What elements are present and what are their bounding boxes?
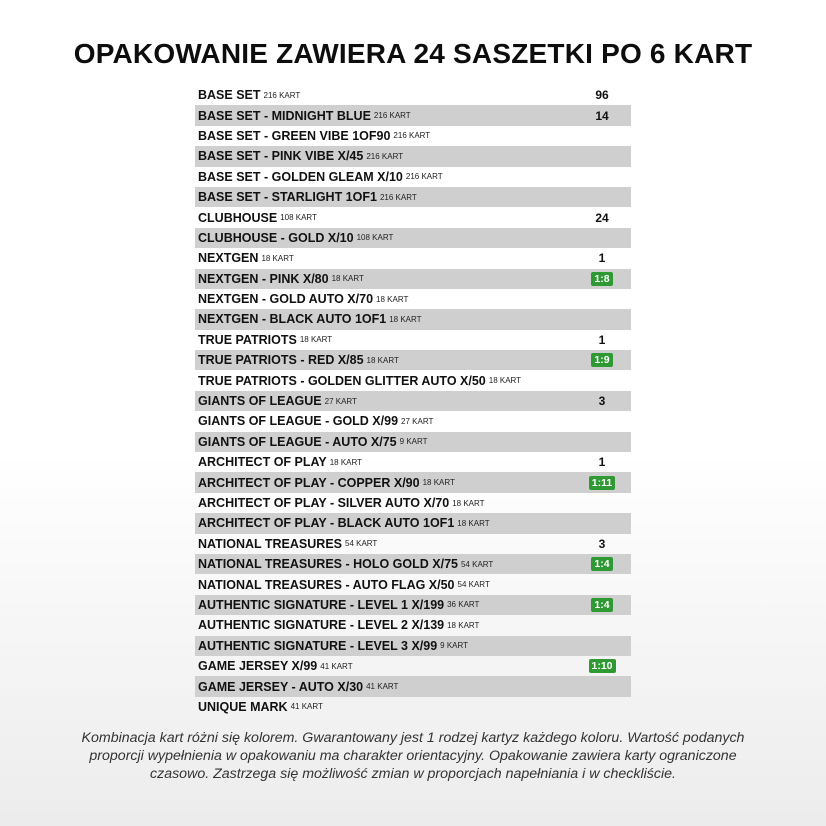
- quantity-value: 3: [598, 536, 606, 551]
- set-name: NEXTGEN - GOLD AUTO X/70: [198, 292, 374, 307]
- card-count: 41 KART: [320, 661, 353, 671]
- table-row: [195, 534, 631, 554]
- set-name: BASE SET - GOLDEN GLEAM X/10: [198, 169, 403, 184]
- set-name: ARCHITECT OF PLAY: [198, 455, 327, 470]
- card-count: 41 KART: [366, 682, 399, 692]
- set-name: BASE SET - MIDNIGHT BLUE: [198, 108, 371, 123]
- table-row: [195, 330, 631, 350]
- set-name: ARCHITECT OF PLAY - SILVER AUTO X/70: [198, 496, 450, 510]
- card-count: 9 KART: [399, 437, 428, 447]
- card-count: 18 KART: [261, 253, 294, 263]
- table-row: [195, 228, 631, 248]
- ratio-badge: 1:9: [591, 353, 612, 367]
- table-row: [195, 269, 631, 289]
- set-name: ARCHITECT OF PLAY - COPPER X/90: [198, 475, 420, 490]
- card-count: 9 KART: [440, 641, 469, 651]
- card-count: 27 KART: [401, 416, 434, 426]
- set-name: NEXTGEN - BLACK AUTO 1OF1: [198, 312, 387, 327]
- card-count: 18 KART: [389, 314, 422, 324]
- card-count: 216 KART: [405, 172, 443, 182]
- ratio-badge: 1:11: [589, 476, 615, 490]
- card-count: 18 KART: [488, 376, 522, 386]
- card-count: 18 KART: [299, 335, 333, 345]
- set-name: UNIQUE MARK: [198, 699, 288, 714]
- table-row: [195, 167, 631, 187]
- quantity-value: 24: [595, 210, 609, 225]
- disclaimer-text: Kombinacja kart różni się kolorem. Gwarantowany jest 1 rodzej kartyz każdego koloru. Wartość podanych proporcji wypełnienia w opakowaniu ma charakter orientacyjny. Opakowanie zawiera karty ograniczone czasowo. Zastrzega się możliwość zmian w proporcjach napełniania i w checkliście.: [81, 730, 745, 782]
- ratio-badge: 1:4: [591, 598, 612, 612]
- card-count: 18 KART: [452, 498, 485, 508]
- table-row: [195, 636, 631, 656]
- card-count: 18 KART: [457, 518, 490, 528]
- card-count: 54 KART: [457, 580, 490, 590]
- set-name: NATIONAL TREASURES - HOLO GOLD X/75: [198, 557, 458, 572]
- card-count: 54 KART: [460, 559, 494, 569]
- table-row: [195, 493, 631, 513]
- card-count: 18 KART: [331, 274, 364, 284]
- set-name: GIANTS OF LEAGUE - AUTO X/75: [198, 434, 397, 449]
- card-count: 18 KART: [447, 620, 480, 630]
- card-count: 18 KART: [422, 478, 455, 488]
- table-row: [195, 676, 631, 696]
- quantity-value: 96: [595, 88, 609, 103]
- card-count: 54 KART: [345, 539, 378, 549]
- table-row: [195, 309, 631, 329]
- set-name: GAME JERSEY X/99: [198, 659, 318, 674]
- quantity-value: 1: [598, 455, 606, 470]
- set-name: TRUE PATRIOTS - GOLDEN GLITTER AUTO X/50: [198, 373, 486, 388]
- card-count: 41 KART: [290, 702, 323, 712]
- table-row: [195, 554, 631, 574]
- table-row: [195, 207, 631, 227]
- card-count: 216 KART: [263, 90, 301, 100]
- set-name: BASE SET - PINK VIBE X/45: [198, 149, 364, 164]
- table-row: [195, 697, 631, 717]
- table-row: [195, 85, 631, 105]
- set-name: AUTHENTIC SIGNATURE - LEVEL 2 X/139: [198, 618, 445, 633]
- ratio-badge: 1:10: [589, 659, 616, 673]
- card-count: 216 KART: [366, 151, 404, 161]
- set-name: NEXTGEN: [198, 251, 259, 266]
- card-count: 216 KART: [379, 192, 417, 202]
- table-row: [195, 248, 631, 268]
- checklist-table: [195, 85, 631, 717]
- table-row: [195, 391, 631, 411]
- table-row: [195, 187, 631, 207]
- set-name: NATIONAL TREASURES: [198, 536, 342, 551]
- table-row: [195, 432, 631, 452]
- set-name: AUTHENTIC SIGNATURE - LEVEL 3 X/99: [198, 638, 438, 653]
- set-name: BASE SET - GREEN VIBE 1OF90: [198, 128, 391, 143]
- table-row: [195, 472, 631, 492]
- set-name: BASE SET - STARLIGHT 1OF1: [198, 190, 377, 205]
- page-title: OPAKOWANIE ZAWIERA 24 SASZETKI PO 6 KART: [73, 38, 753, 69]
- set-name: ARCHITECT OF PLAY - BLACK AUTO 1OF1: [198, 516, 455, 531]
- set-name: CLUBHOUSE: [198, 210, 278, 225]
- table-row: [195, 146, 631, 166]
- set-name: NEXTGEN - PINK X/80: [198, 271, 329, 286]
- set-name: TRUE PATRIOTS: [198, 332, 297, 347]
- card-count: 18 KART: [329, 457, 363, 467]
- set-name: CLUBHOUSE - GOLD X/10: [198, 230, 354, 245]
- table-row: [195, 370, 631, 390]
- quantity-value: 14: [595, 108, 609, 123]
- table-row: [195, 350, 631, 370]
- card-count: 216 KART: [373, 111, 411, 121]
- set-name: TRUE PATRIOTS - RED X/85: [198, 353, 364, 368]
- card-count: 108 KART: [356, 233, 394, 243]
- set-name: GIANTS OF LEAGUE: [198, 394, 322, 409]
- table-row: [195, 615, 631, 635]
- table-row: [195, 595, 631, 615]
- set-name: NATIONAL TREASURES - AUTO FLAG X/50: [198, 577, 455, 592]
- table-row: [195, 126, 631, 146]
- table-row: [195, 289, 631, 309]
- quantity-value: 1: [598, 332, 606, 347]
- card-count: 216 KART: [393, 131, 431, 141]
- table-row: [195, 411, 631, 431]
- set-name: BASE SET: [198, 88, 261, 103]
- table-row: [195, 105, 631, 125]
- set-name: GIANTS OF LEAGUE - GOLD X/99: [198, 414, 399, 429]
- quantity-value: 1: [598, 251, 606, 266]
- card-count: 18 KART: [376, 294, 409, 304]
- table-row: [195, 656, 631, 676]
- card-count: 27 KART: [324, 396, 357, 406]
- quantity-value: 3: [598, 394, 606, 409]
- card-count: 36 KART: [447, 600, 480, 610]
- table-row: [195, 574, 631, 594]
- set-name: AUTHENTIC SIGNATURE - LEVEL 1 X/199: [198, 597, 445, 612]
- card-count: 18 KART: [366, 355, 399, 365]
- table-row: [195, 513, 631, 533]
- card-count: 108 KART: [280, 213, 317, 223]
- set-name: GAME JERSEY - AUTO X/30: [198, 679, 364, 694]
- table-row: [195, 452, 631, 472]
- ratio-badge: 1:4: [591, 557, 612, 571]
- ratio-badge: 1:8: [591, 272, 612, 286]
